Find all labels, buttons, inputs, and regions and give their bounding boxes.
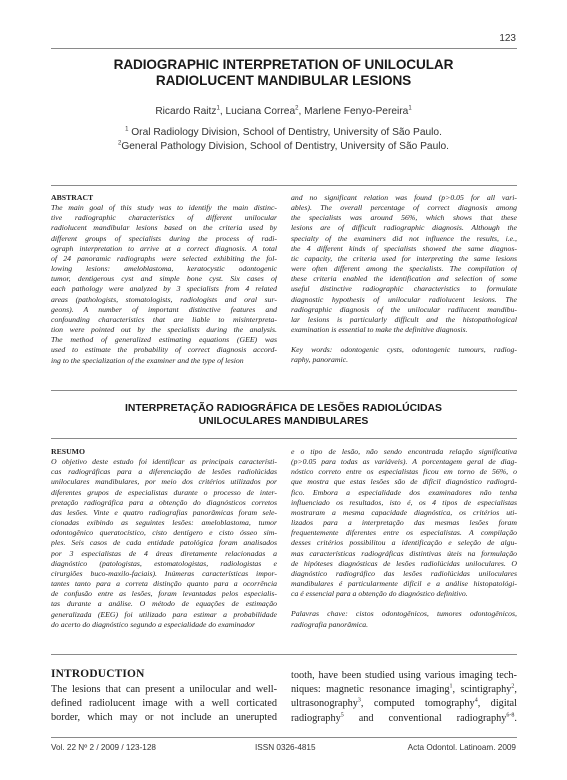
citation: 6-8 — [506, 712, 515, 719]
resumo-right-column — [291, 447, 517, 630]
text-line: raphy, panoramic. — [291, 355, 349, 365]
affiliation-text: Oral Radiology Division, School of Dentistry, University of São Paulo. — [131, 127, 442, 138]
text-line: radiolucent mandibular lesions based on the criteria used by — [51, 223, 277, 233]
text-line: diagnóstico radiográfico das lesões radiolúcidas uniloculares — [291, 568, 517, 578]
text-line: pretação radiográfica para a obtenção do diagnósticos corretos — [51, 497, 277, 507]
resumo-left-lines — [51, 457, 277, 630]
text-line: (p>0.05 para todas as variáveis). A porcentagem geral de diag- — [291, 457, 517, 467]
affiliation-line — [40, 140, 527, 154]
author-affil-mark: 1 — [216, 105, 220, 112]
text-line: do acerto do diagnóstico segundo a especialidade do examinador — [51, 619, 256, 629]
section-rule — [51, 438, 517, 439]
text-line: lar lesions is particularly difficult and the histopathological — [291, 314, 517, 324]
text-line: The main goal of this study was to identify the main distinc- — [51, 203, 277, 213]
text-line: each pathology were analyzed by 3 specialists from 4 related — [51, 284, 277, 294]
text-line: e o tipo de lesão, não sendo encontrada relação significativa — [291, 447, 517, 456]
abstract-right-column — [291, 193, 517, 366]
text-line: lizados para a interpretação das mesmas lesões foram — [291, 518, 517, 528]
text-line: lowing lesions: ameloblastoma, keratocystic odontogenic — [51, 264, 277, 274]
introduction-left-column — [51, 683, 277, 726]
footer-volume: Vol. 22 Nº 2 / 2009 / 123-128 — [51, 743, 156, 752]
section-rule — [51, 654, 517, 655]
affil-mark: 2 — [117, 140, 122, 147]
text-line: confounding characteristics that are liable to misinterpreta- — [51, 314, 277, 324]
text-line: of 24 panoramic radiographs were selected exhibiting the fol- — [51, 253, 277, 263]
text-line: nóstico correto entre os especialistas ficou em torno de 56%, o — [291, 467, 517, 477]
footer-journal: Acta Odontol. Latinoam. 2009 — [407, 743, 516, 752]
author-affil-mark: 1 — [408, 105, 412, 112]
citation: 3 — [357, 697, 361, 704]
text-line: tion were pointed out by the specialists during the analysis. — [51, 325, 277, 335]
text-line: geons). A number of important distinctive features and — [51, 304, 277, 314]
text-line: mostraram a mesma capacidade diagnóstica, os critérios uti- — [291, 507, 517, 517]
footer-rule — [51, 737, 517, 738]
abstract-keywords — [291, 345, 517, 365]
header-rule — [51, 48, 517, 49]
text-line: que mostra que estas lesões são de difícil diagnóstico radiográ- — [291, 477, 517, 487]
text-line: ca é essencial para a obtenção do diagnóstico definitivo. — [291, 589, 468, 599]
text-line: mandibulares é particularmente difícil e a análise histopatológi- — [291, 579, 517, 589]
text-line: diagnóstico (patologistas, estomatologistas, radiologistas e — [51, 558, 277, 568]
page-number: 123 — [499, 33, 516, 44]
affiliations — [40, 126, 527, 154]
abstract-heading: ABSTRACT — [51, 193, 94, 202]
text-line: specialty of the examiners did not influence the results, i.e., — [291, 233, 517, 243]
text-line: ables). The overall percentage of correct diagnosis among — [291, 203, 517, 213]
portuguese-title-line: UNILOCULARES MANDIBULARES — [198, 416, 369, 427]
text-line: diagnostic hypothesis of unilocular radiolucent lesions. The — [291, 294, 517, 304]
text-line: de confusão entre as lesões, foram levantadas pelos especialis- — [51, 589, 277, 599]
text-line: were often different among the specialists. The compilation of — [291, 264, 517, 274]
author-affil-mark: 2 — [295, 105, 299, 112]
resumo-keywords — [291, 609, 517, 629]
text-line: diferentes grupos de especialistas durante o processo de inter- — [51, 487, 277, 497]
citation: 4 — [474, 697, 478, 704]
text-line: the 4 different kinds of specialists showed the same diagnos- — [291, 243, 517, 253]
portuguese-title-line: INTERPRETAÇÃO RADIOGRÁFICA DE LESÕES RADIOLÚCIDAS — [125, 403, 442, 414]
introduction-left-lines — [51, 683, 277, 726]
text-line: different groups of specialists during the process of radi- — [51, 233, 277, 243]
text-line: defined radiolucent image with a well corticated — [51, 698, 277, 710]
text-line: tive radiographic characteristics of different unilocular — [51, 213, 277, 223]
text-line: lesions are of difficult radiographic diagnosis. Although the — [291, 223, 517, 233]
text-line: radiografia panorâmica. — [291, 619, 369, 629]
citation: 2 — [511, 683, 515, 690]
text-line: tic capacity, the criteria used for interpreting the same lesions — [291, 253, 517, 263]
text-line: ples. Seis casos de cada entidade patológica foram analisados — [51, 538, 277, 548]
text-line: radiographic diagnosis of the unilocular radilucent mandibu- — [291, 304, 517, 314]
text-line: por 3 especialistas de 4 áreas diretamente relacionadas a — [51, 548, 277, 558]
title-line: RADIOGRAPHIC INTERPRETATION OF UNILOCULAR — [113, 57, 454, 72]
text-line: radiography$^5$ and conventional radiography$^{6-8}$. — [291, 712, 517, 724]
text-line: Key words: odontogenic cysts, odontogenic tumours, radiog- — [291, 345, 517, 355]
text-line: areas (pathologists, stomatologists, radiologists and oral sur- — [51, 294, 277, 304]
text-line: O objetivo deste estudo foi identificar as principais característi- — [51, 457, 277, 467]
introduction-right-column — [291, 669, 517, 726]
text-line: used to estimate the probability of correct diagnosis accord- — [51, 345, 277, 355]
text-line: the specialists was around 56%, which shows that these — [291, 213, 517, 223]
abstract-right-lines — [291, 193, 517, 335]
text-line: ing to the specialization of the examiner and the type of lesion — [51, 355, 244, 365]
text-line: ograph interpretation to arrive at a correct diagnosis. A total — [51, 243, 277, 253]
section-rule — [51, 185, 517, 186]
text-line: and no significant relation was found (p>0.05 for all vari- — [291, 193, 517, 202]
text-line: examination is essential to make the definitive diagnosis. — [291, 325, 468, 335]
text-line: mas características radiográficas distintivas úteis na formulação — [291, 548, 517, 558]
article-title — [40, 57, 527, 89]
text-line: niques: magnetic resonance imaging$^1$, scintigraphy$^2$, — [291, 683, 517, 696]
text-line: The lesions that can present a unilocular and well- — [51, 684, 277, 695]
title-line: RADIOLUCENT MANDIBULAR LESIONS — [155, 73, 412, 88]
author-name: Luciana Correa — [225, 106, 296, 117]
text-line: Palavras chave: cistos odontogênicos, tumores odontogênicos, — [291, 609, 517, 619]
text-line: tas durante a análise. O método de equações de estimação — [51, 599, 277, 609]
affil-mark: 1 — [125, 126, 129, 133]
text-line: das lesões. Vinte e quatro radiografias panorâmicas foram sele- — [51, 507, 277, 517]
text-line: The method of generalized estimating equations (GEE) was — [51, 335, 277, 345]
text-line: odontogênico queratocístico, cisto dentígero e cisto ósseo sim- — [51, 528, 277, 538]
citation: 5 — [340, 712, 344, 719]
resumo-heading: RESUMO — [51, 447, 86, 456]
text-line: tantes tanto para a correta distinção quanto para a ocorrência — [51, 579, 277, 589]
author-list: Ricardo Raitz$^1$, Luciana Correa$^2$, Marlene Fenyo-Pereira$^1$ — [155, 105, 412, 117]
section-rule — [51, 390, 517, 391]
text-line: tooth, have been studied using various imaging tech- — [291, 670, 517, 681]
affiliation-text: General Pathology Division, School of Dentistry, University of São Paulo. — [121, 141, 449, 152]
footer-issn: ISSN 0326-4815 — [255, 743, 316, 752]
introduction-heading: INTRODUCTION — [51, 668, 145, 680]
text-line: de hipóteses diagnósticas de lesões radiolúcidas uniloculares. O — [291, 558, 517, 568]
text-line: cirurgiões buco-maxilo-faciais). Inúmeras características impor- — [51, 568, 277, 578]
text-line: fico. Embora a especialidade dos examinadores não tenha — [291, 487, 517, 497]
affiliation-line — [40, 126, 527, 140]
resumo-right-lines — [291, 447, 517, 599]
author-name: Ricardo Raitz — [155, 106, 217, 117]
abstract-left-lines — [51, 203, 277, 366]
portuguese-title — [40, 402, 527, 428]
text-line: generalizada (EEG) foi utilizado para estimar a probabilidade — [51, 609, 277, 619]
abstract-left-column — [51, 193, 277, 366]
text-line: frequentemente diferentes entre os especialistas. A compilação — [291, 528, 517, 538]
citation: 1 — [449, 683, 453, 690]
text-line: ultrasonography$^3$, computed tomography$^4$, digital — [291, 697, 517, 710]
text-line: useful distinctive radiographic characteristics to formulate — [291, 284, 517, 294]
author-name: Marlene Fenyo-Pereira — [304, 106, 409, 117]
text-line: these criteria enabled the identification and selection of some — [291, 274, 517, 284]
text-line: cionadas exibindo as seguintes lesões: ameloblastoma, tumor — [51, 518, 277, 528]
text-line: tumor, dentigerous cyst and simple bone cyst. Six cases of — [51, 274, 277, 284]
text-line: uniloculares mandibulares, por meio dos critérios utilizados por — [51, 477, 277, 487]
text-line: border, which may or not include an unerupted — [51, 712, 277, 724]
text-line: cas radiográficas para a diferenciação de lesões radiolúcidas — [51, 467, 277, 477]
text-line: desses critérios possibilitou a identificação e seleção de algu- — [291, 538, 517, 548]
resumo-left-column — [51, 447, 277, 630]
text-line: influenciado os resultados, isto é, os 4 tipos de especialistas — [291, 497, 517, 507]
